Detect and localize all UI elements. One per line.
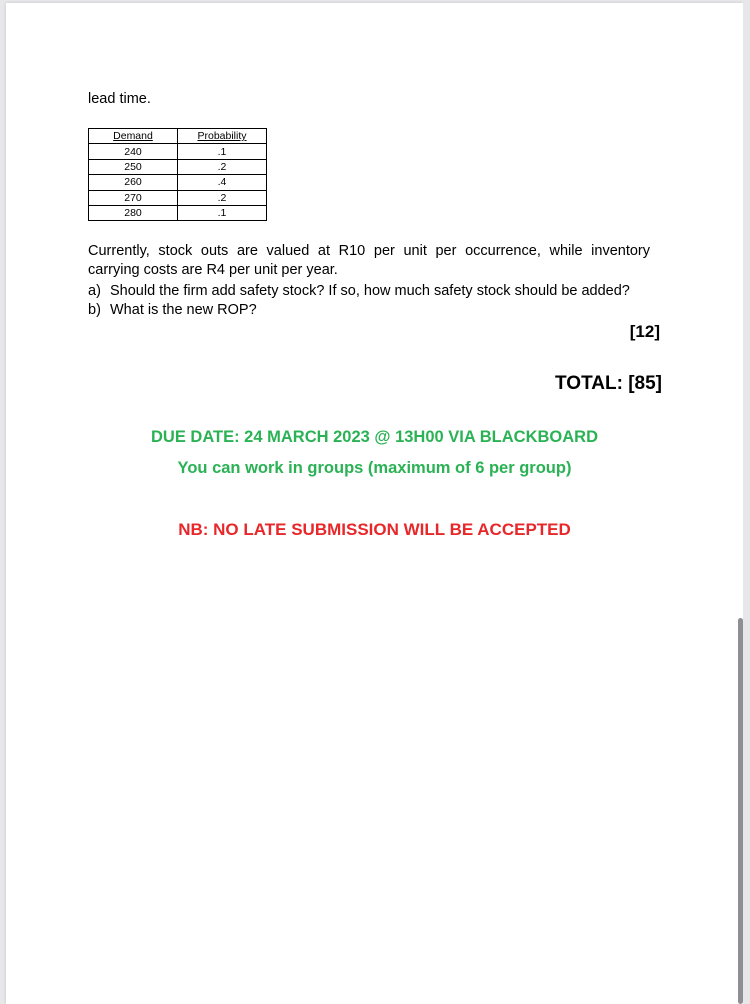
total-marks: TOTAL: [85] <box>555 373 662 394</box>
question-b-text: What is the new ROP? <box>110 302 257 318</box>
demand-cell: 270 <box>89 190 178 205</box>
due-date-text: DUE DATE: 24 MARCH 2023 @ 13H00 VIA BLACKBOARD <box>150 428 598 446</box>
question-a-label: a) <box>88 283 101 299</box>
stockout-cost-paragraph: Currently, stock outs are valued at R10 per unit per occurrence, while inventory carrying costs are R4 per unit per year. <box>88 243 650 279</box>
probability-cell: .1 <box>178 205 267 220</box>
probability-cell: .1 <box>178 144 267 159</box>
scrollbar-thumb[interactable] <box>738 618 743 1004</box>
table-row <box>89 205 267 220</box>
lead-time-text: lead time. <box>88 91 151 107</box>
table-row <box>89 190 267 205</box>
demand-cell: 280 <box>89 205 178 220</box>
question-b-label: b) <box>88 302 101 318</box>
demand-cell: 240 <box>89 144 178 159</box>
scrollbar-track[interactable] <box>743 0 750 1004</box>
table-header-row <box>89 129 267 144</box>
probability-cell: .2 <box>178 159 267 174</box>
probability-header: Probability <box>178 129 267 144</box>
question-a-text: Should the firm add safety stock? If so, how much safety stock should be added? <box>110 283 630 299</box>
table-row <box>89 144 267 159</box>
probability-cell: .2 <box>178 190 267 205</box>
probability-cell: .4 <box>178 175 267 190</box>
groups-note-text: You can work in groups (maximum of 6 per group) <box>177 459 572 477</box>
demand-cell: 250 <box>89 159 178 174</box>
demand-header: Demand <box>89 129 178 144</box>
question-marks: [12] <box>629 322 660 341</box>
demand-probability-table <box>88 128 267 221</box>
late-submission-notice: NB: NO LATE SUBMISSION WILL BE ACCEPTED <box>178 520 571 539</box>
question-a <box>88 283 630 299</box>
demand-cell: 260 <box>89 175 178 190</box>
table-row <box>89 175 267 190</box>
question-b <box>88 302 257 318</box>
table-row <box>89 159 267 174</box>
